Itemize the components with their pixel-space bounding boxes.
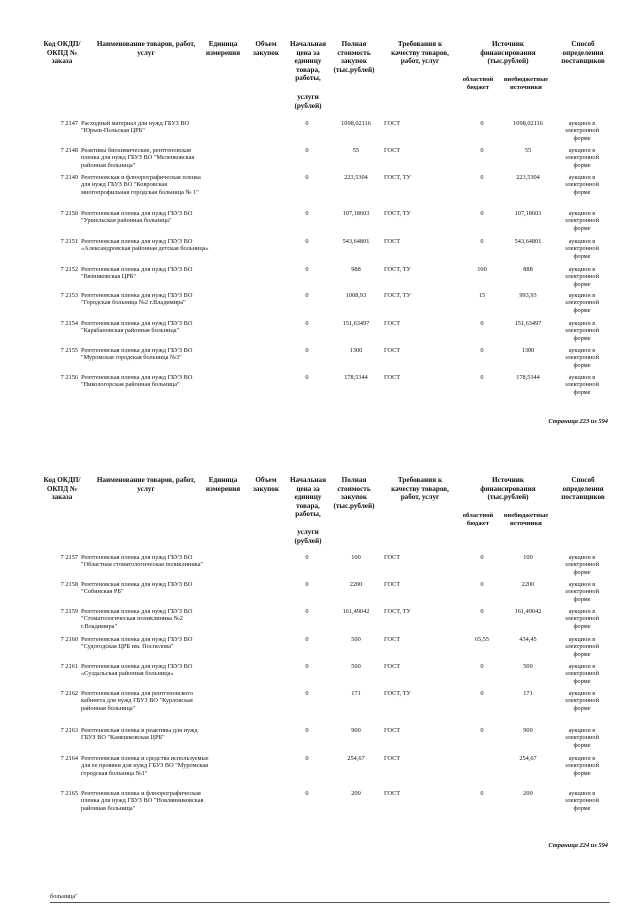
row-number: 7 2165 — [60, 790, 78, 797]
row-extrabudgetary: 434,45 — [519, 636, 537, 643]
row-method: аукцион в электронной форме — [565, 347, 599, 369]
row-standard: ГОСТ, ТУ — [384, 690, 411, 697]
row-number: 7 2149 — [60, 174, 78, 181]
row-price: 0 — [305, 608, 309, 615]
row-number: 7 2151 — [60, 238, 78, 245]
header-price-top: Начальная цена за единицу товара, работы, — [289, 40, 327, 83]
row-extrabudgetary: 1300 — [521, 347, 535, 354]
row-extrabudgetary: 888 — [523, 266, 533, 273]
header-code: Код ОКДП/ ОКПД № заказа — [43, 476, 81, 502]
row-extrabudgetary: 107,18603 — [514, 210, 542, 217]
row-standard: ГОСТ — [384, 663, 401, 670]
row-price: 0 — [305, 174, 309, 181]
row-total: 254,67 — [347, 755, 365, 762]
row-method: аукцион в электронной форме — [565, 727, 599, 749]
row-price: 0 — [305, 581, 309, 588]
row-regional-budget: 0 — [480, 210, 484, 217]
row-price: 0 — [305, 790, 309, 797]
row-total: 543,64801 — [342, 238, 370, 245]
row-regional-budget: 0 — [480, 608, 484, 615]
row-extrabudgetary: 100 — [523, 554, 533, 561]
row-regional-budget: 15 — [478, 292, 486, 299]
row-method: аукцион в электронной форме — [565, 147, 599, 169]
header-total: Полная стоимость закупок (тыс.рублей) — [333, 40, 375, 74]
page-edge-rule — [50, 902, 610, 903]
row-method: аукцион в электронной форме — [565, 266, 599, 288]
header-name: Наименование товаров, работ, услуг — [96, 40, 196, 57]
header-volume: Объем закупок — [253, 40, 279, 57]
row-method: аукцион в электронной форме — [565, 790, 599, 812]
row-price: 0 — [305, 266, 309, 273]
row-extrabudgetary: 178,5344 — [516, 374, 540, 381]
row-regional-budget: 0 — [480, 790, 484, 797]
row-extrabudgetary: 200 — [523, 790, 533, 797]
row-name: Рентгеновская пленка для нужд ГБУЗ ВО «Суздальская районная больница» — [81, 663, 193, 678]
row-method: аукцион в электронной форме — [565, 755, 599, 777]
row-number: 7 2160 — [60, 636, 78, 643]
row-regional-budget: 0 — [480, 727, 484, 734]
row-price: 0 — [305, 120, 309, 127]
row-regional-budget: 0 — [480, 374, 484, 381]
row-price: 0 — [305, 727, 309, 734]
header-requirements: Требования к качеству товаров, работ, услуг — [391, 476, 449, 502]
row-method: аукцион в электронной форме — [565, 581, 599, 603]
row-standard: ГОСТ — [384, 755, 401, 762]
row-number: 7 2154 — [60, 320, 78, 327]
row-regional-budget: 0 — [480, 554, 484, 561]
header-method: Способ определения поставщиков — [561, 476, 605, 502]
row-total: 1008,93 — [345, 292, 367, 299]
row-total: 988 — [351, 266, 361, 273]
row-total: 55 — [352, 147, 360, 154]
row-price: 0 — [305, 320, 309, 327]
header-requirements: Требования к качеству товаров, работ, услуг — [391, 40, 449, 66]
row-price: 0 — [305, 347, 309, 354]
row-name: Расходный материал для нужд ГБУЗ ВО "Юрьев-Польская ЦРБ" — [81, 120, 190, 135]
row-price: 0 — [305, 554, 309, 561]
row-standard: ГОСТ, ТУ — [384, 174, 411, 181]
header-source-regional: областной бюджет — [462, 512, 494, 527]
row-name: Рентгеновская пленка для нужд ГБУЗ ВО "Собинская РБ" — [81, 581, 193, 596]
row-extrabudgetary: 1098,02116 — [513, 120, 543, 127]
row-standard: ГОСТ — [384, 320, 401, 327]
row-name: Рентгеновская пленка для нужд ГБУЗ ВО «Александровская районная детская больница» — [81, 238, 209, 253]
row-total: 500 — [351, 663, 361, 670]
row-name: Рентгеновская пленка для нужд ГБУЗ ВО "Городская больница №2 г.Владимира" — [81, 292, 193, 307]
row-regional-budget: 0 — [480, 174, 484, 181]
row-number: 7 2147 — [60, 120, 78, 127]
row-regional-budget: 0 — [480, 690, 484, 697]
row-name: Рентгеновская пленка для нужд ГБУЗ ВО "Областная стоматологическая поликлиника" — [81, 554, 204, 569]
row-method: аукцион в электронной форме — [565, 690, 599, 712]
row-number: 7 2162 — [60, 690, 78, 697]
row-standard: ГОСТ — [384, 727, 401, 734]
row-total: 500 — [351, 636, 361, 643]
header-source: Источник финансирования (тыс.рублей) — [480, 40, 536, 66]
header-source-extra: внебюджетные источники — [503, 512, 549, 527]
row-number: 7 2156 — [60, 374, 78, 381]
row-number: 7 2150 — [60, 210, 78, 217]
row-price: 0 — [305, 210, 309, 217]
row-name: Рентгеновская пленка для нужд ГБУЗ ВО "Никологорская районная больница" — [81, 374, 193, 389]
row-method: аукцион в электронной форме — [565, 120, 599, 142]
row-standard: ГОСТ — [384, 581, 401, 588]
header-source-regional: областной бюджет — [462, 76, 494, 91]
row-total: 1300 — [349, 347, 363, 354]
row-number: 7 2152 — [60, 266, 78, 273]
row-name: Рентгеновская пленка для нужд ГБУЗ ВО "Уршельская районная больница" — [81, 210, 193, 225]
row-regional-budget: 0 — [480, 238, 484, 245]
row-method: аукцион в электронной форме — [565, 238, 599, 260]
row-regional-budget: 0 — [480, 663, 484, 670]
row-standard: ГОСТ, ТУ — [384, 266, 411, 273]
row-name: Рентгеновская пленка для нужд ГБУЗ ВО "Муромская городская больница №3" — [81, 347, 193, 362]
header-method: Способ определения поставщиков — [561, 40, 605, 66]
row-extrabudgetary: 161,49042 — [514, 608, 542, 615]
row-total: 100 — [351, 554, 361, 561]
row-method: аукцион в электронной форме — [565, 636, 599, 658]
row-name: Рентгеновская пленка для нужд ГБУЗ ВО "Судогодская ЦРБ им. Поспелова" — [81, 636, 193, 651]
row-extrabudgetary: 500 — [523, 663, 533, 670]
row-total: 178,5344 — [344, 374, 368, 381]
header-unit: Единица измерения — [205, 476, 241, 493]
row-total: 900 — [351, 727, 361, 734]
row-number: 7 2163 — [60, 727, 78, 734]
row-standard: ГОСТ — [384, 238, 401, 245]
row-method: аукцион в электронной форме — [565, 608, 599, 630]
row-number: 7 2164 — [60, 755, 78, 762]
row-standard: ГОСТ — [384, 120, 401, 127]
row-price: 0 — [305, 374, 309, 381]
row-method: аукцион в электронной форме — [565, 663, 599, 685]
row-number: 7 2161 — [60, 663, 78, 670]
row-regional-budget: 0 — [480, 120, 484, 127]
page-number: Страница 223 из 594 — [548, 418, 608, 425]
row-method: аукцион в электронной форме — [565, 292, 599, 314]
row-name: Рентгеновская пленка и флюорографическая пленка для нужд ГБУЗ ВО "Новлянниковская районная больница" — [81, 790, 204, 812]
row-number: 7 2159 — [60, 608, 78, 615]
row-regional-budget: 100 — [477, 266, 487, 273]
header-volume: Объем закупок — [253, 476, 279, 493]
row-standard: ГОСТ — [384, 147, 401, 154]
row-name: Рентгеновская и флюорографическая пленка для нужд ГБУЗ ВО "Ковровская многопрофильная городская больница № 1" — [81, 174, 201, 196]
row-extrabudgetary: 900 — [523, 727, 533, 734]
row-standard: ГОСТ, ТУ — [384, 210, 411, 217]
page-number: Страница 224 из 594 — [548, 842, 608, 849]
row-standard: ГОСТ, ТУ — [384, 292, 411, 299]
row-total: 161,49042 — [342, 608, 370, 615]
row-name: Рентгеновская пленка и средства используемые для ее проявки для нужд ГБУЗ ВО "Муромская городская больница №1" — [81, 755, 209, 777]
row-price: 0 — [305, 238, 309, 245]
row-total: 151,63497 — [342, 320, 370, 327]
row-standard: ГОСТ — [384, 636, 401, 643]
row-number: 7 2153 — [60, 292, 78, 299]
header-code: Код ОКДП/ ОКПД № заказа — [43, 40, 81, 66]
row-total: 107,18603 — [342, 210, 370, 217]
row-extrabudgetary: 543,64801 — [514, 238, 542, 245]
row-method: аукцион в электронной форме — [565, 174, 599, 196]
row-standard: ГОСТ — [384, 347, 401, 354]
header-unit: Единица измерения — [205, 40, 241, 57]
row-name: Рентгеновская пленка и реактивы для нужд ГБУЗ ВО "Камешковская ЦРБ" — [81, 727, 198, 742]
row-extrabudgetary: 2200 — [521, 581, 535, 588]
row-name: Рентгеновская пленка для нужд ГБУЗ ВО "Стоматологическая поликлиника №2 г.Владимира" — [81, 608, 193, 630]
header-price-bottom: услуги (рублей) — [294, 93, 322, 110]
row-total: 2200 — [349, 581, 363, 588]
header-price-top: Начальная цена за единицу товара, работы, — [289, 476, 327, 519]
row-method: аукцион в электронной форме — [565, 210, 599, 232]
row-total: 223,5304 — [344, 174, 368, 181]
row-method: аукцион в электронной форме — [565, 554, 599, 576]
header-name: Наименование товаров, работ, услуг — [96, 476, 196, 493]
row-total: 1098,02116 — [341, 120, 371, 127]
row-regional-budget: 65,55 — [474, 636, 490, 643]
row-price: 0 — [305, 636, 309, 643]
row-standard: ГОСТ, ТУ — [384, 608, 411, 615]
row-method: аукцион в электронной форме — [565, 320, 599, 342]
row-extrabudgetary: 171 — [523, 690, 533, 697]
row-number: 7 2155 — [60, 347, 78, 354]
row-extrabudgetary: 254,67 — [519, 755, 537, 762]
row-number: 7 2157 — [60, 554, 78, 561]
row-price: 0 — [305, 690, 309, 697]
row-name: Рентгеновская пленка для нужд ГБУЗ ВО "Карабановская районная больница" — [81, 320, 193, 335]
header-source-extra: внебюджетные источники — [503, 76, 549, 91]
row-price: 0 — [305, 292, 309, 299]
row-extrabudgetary: 151,63497 — [514, 320, 542, 327]
row-price: 0 — [305, 147, 309, 154]
header-total: Полная стоимость закупок (тыс.рублей) — [333, 476, 375, 510]
row-regional-budget: 0 — [480, 581, 484, 588]
row-extrabudgetary: 223,5304 — [516, 174, 540, 181]
row-total: 200 — [351, 790, 361, 797]
next-page-fragment: больница" — [50, 893, 78, 900]
row-standard: ГОСТ — [384, 790, 401, 797]
row-name: Реактивы биохимические, рентгеновская пленка для нужд ГБУЗ ВО "Меленковская районная больница" — [81, 147, 195, 169]
row-total: 171 — [351, 690, 361, 697]
row-standard: ГОСТ — [384, 374, 401, 381]
row-standard: ГОСТ — [384, 554, 401, 561]
header-price-bottom: услуги (рублей) — [294, 528, 322, 545]
row-regional-budget: 0 — [480, 347, 484, 354]
row-price: 0 — [305, 755, 309, 762]
row-regional-budget: 0 — [480, 320, 484, 327]
row-name: Рентгеновская пленка для нужд ГБУЗ ВО "Вязниковская ЦРБ" — [81, 266, 193, 281]
row-extrabudgetary: 993,93 — [519, 292, 537, 299]
row-number: 7 2158 — [60, 581, 78, 588]
row-method: аукцион в электронной форме — [565, 374, 599, 396]
row-extrabudgetary: 55 — [524, 147, 532, 154]
row-name: Рентгеновская пленка для рентгеновского кабинета для нужд ГБУЗ ВО "Курловская районная больница" — [81, 690, 194, 712]
header-source: Источник финансирования (тыс.рублей) — [480, 476, 536, 502]
row-regional-budget: 0 — [480, 147, 484, 154]
row-price: 0 — [305, 663, 309, 670]
row-number: 7 2148 — [60, 147, 78, 154]
